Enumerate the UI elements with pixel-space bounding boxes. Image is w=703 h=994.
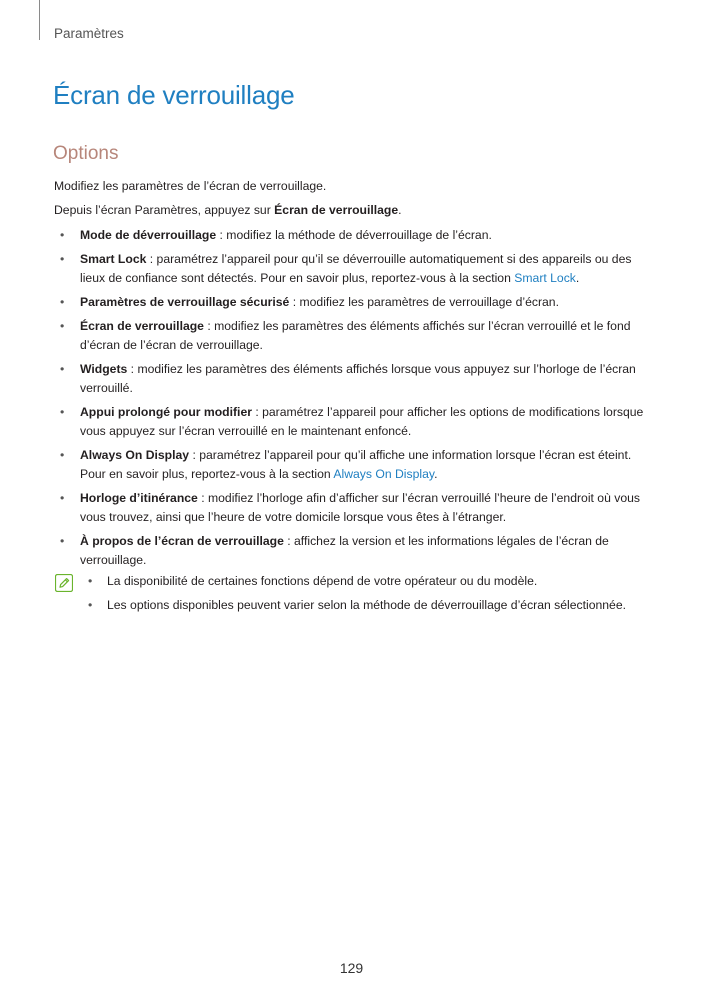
bullet: • [88, 598, 93, 612]
option-item-always-on-display [54, 446, 654, 484]
option-text-after: . [575, 271, 580, 285]
option-term: Smart Lock [80, 252, 147, 266]
always-on-display-link[interactable]: Always On Display [333, 467, 435, 481]
bullet: • [60, 491, 65, 505]
section-title: Options [53, 143, 119, 164]
running-head: Paramètres [54, 26, 124, 41]
option-text: : affichez la version et les informations légales de l’écran de verrouillage. [80, 534, 609, 567]
option-text: : modifiez la méthode de déverrouillage de l’écran. [216, 228, 492, 242]
note-item [88, 572, 658, 591]
intro-line-2-suffix: . [398, 203, 402, 217]
bullet: • [60, 228, 65, 242]
bullet: • [60, 319, 65, 333]
options-list [54, 226, 654, 575]
intro-line-2-bold: Écran de verrouillage [274, 203, 399, 217]
bullet: • [60, 534, 65, 548]
note-item [88, 596, 658, 615]
option-term: Horloge d’itinérance [80, 491, 198, 505]
intro-line-2-prefix: Depuis l’écran Paramètres, appuyez sur [54, 203, 275, 217]
bullet: • [60, 362, 65, 376]
option-item-a-propos [54, 532, 654, 570]
note-text: La disponibilité de certaines fonctions dépend de votre opérateur ou du modèle. [107, 574, 538, 588]
option-item-horloge-itinerance [54, 489, 654, 527]
header-rule [39, 0, 40, 40]
option-text: : modifiez les paramètres de verrouillage d’écran. [289, 295, 559, 309]
option-item-appui-prolonge [54, 403, 654, 441]
bullet: • [60, 295, 65, 309]
option-item-smart-lock [54, 250, 654, 288]
option-term: À propos de l’écran de verrouillage [80, 534, 284, 548]
option-text: : modifiez les paramètres des éléments affichés lorsque vous appuyez sur l’horloge de l’écran verrouillé. [80, 362, 636, 395]
page-title: Écran de verrouillage [53, 80, 295, 110]
note-list [88, 572, 658, 620]
page-number: 129 [339, 960, 364, 976]
note-text: Les options disponibles peuvent varier selon la méthode de déverrouillage d’écran sélectionnée. [107, 598, 626, 612]
option-text: : modifiez l’horloge afin d’afficher sur l’écran verrouillé l’heure de l’endroit où vous vous trouvez, ainsi que l’heure de votre domicile lorsque vous êtes à l’étranger. [80, 491, 640, 524]
intro-line-2 [54, 201, 654, 220]
option-item-mode-deverrouillage [54, 226, 654, 245]
bullet: • [60, 252, 65, 266]
option-term: Widgets [80, 362, 128, 376]
smart-lock-link[interactable]: Smart Lock [514, 271, 576, 285]
option-item-widgets [54, 360, 654, 398]
option-term: Paramètres de verrouillage sécurisé [80, 295, 290, 309]
intro-line-1: Modifiez les paramètres de l’écran de verrouillage. [54, 179, 327, 193]
option-item-ecran-verrouillage [54, 317, 654, 355]
bullet: • [60, 405, 65, 419]
option-text-after: . [434, 467, 438, 481]
option-text: : paramétrez l’appareil pour qu’il affiche une information lorsque l’écran est éteint. Pour en savoir plus, reportez-vous à la section [80, 448, 632, 481]
option-term: Appui prolongé pour modifier [80, 405, 252, 419]
option-term: Always On Display [80, 448, 190, 462]
option-text: : modifiez les paramètres des éléments affichés sur l’écran verrouillé et le fond d’écran de l’écran de verrouillage. [80, 319, 631, 352]
bullet: • [88, 574, 93, 588]
bullet: • [60, 448, 65, 462]
option-term: Écran de verrouillage [80, 319, 204, 333]
pencil-note-icon [55, 574, 73, 592]
option-term: Mode de déverrouillage [80, 228, 217, 242]
option-item-verrouillage-securise [54, 293, 654, 312]
option-text: : paramétrez l’appareil pour afficher les options de modifications lorsque vous appuyez sur l’écran verrouillé en le maintenant enfoncé. [80, 405, 644, 438]
option-text: : paramétrez l’appareil pour qu’il se déverrouille automatiquement si des appareils ou des lieux de confiance sont détectés. Pour en savoir plus, reportez-vous à la section [80, 252, 632, 285]
